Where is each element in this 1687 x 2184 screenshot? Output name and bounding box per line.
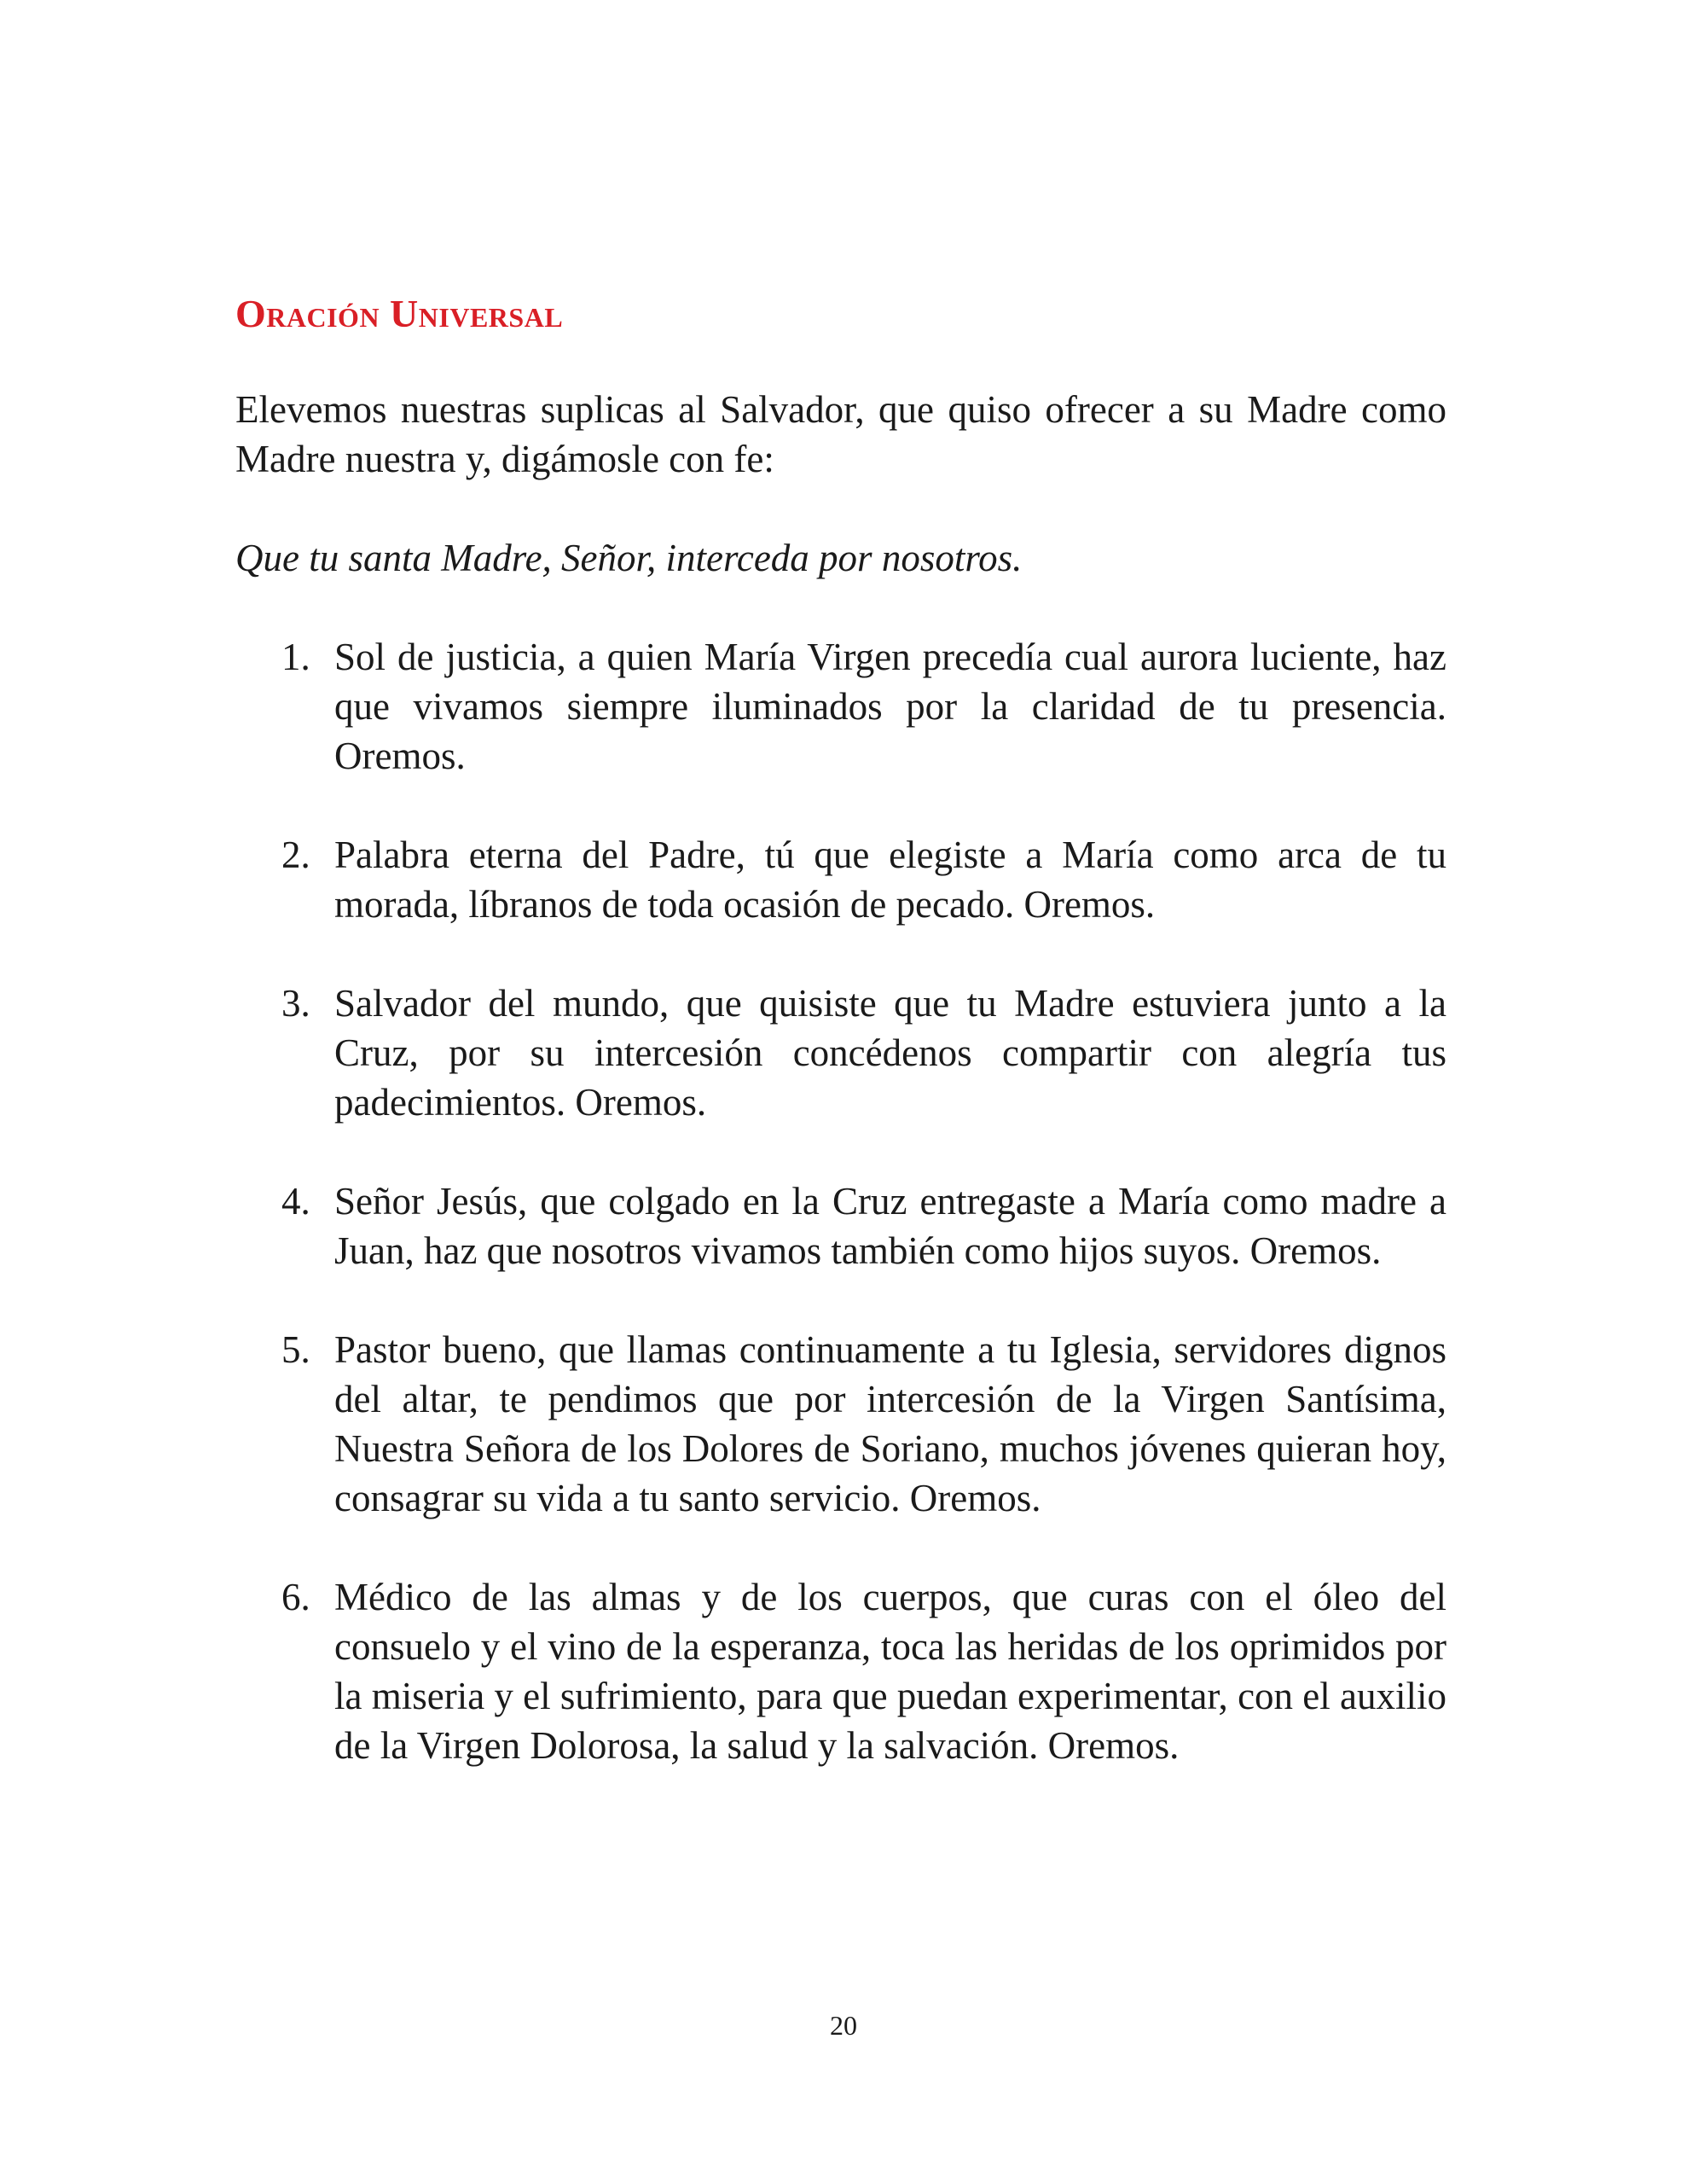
petition-item (235, 979, 1446, 1127)
petition-text: Sol de justicia, a quien María Virgen precedía cual aurora luciente, haz que vivamos siempre iluminados por la claridad de tu presencia. Oremos. (334, 636, 1446, 778)
page-number: 20 (830, 2010, 857, 2041)
intro-paragraph: Elevemos nuestras suplicas al Salvador, que quiso ofrecer a su Madre como Madre nuestra y, digámosle con fe: (235, 388, 1446, 481)
petition-text: Palabra eterna del Padre, tú que elegiste a María como arca de tu morada, líbranos de toda ocasión de pecado. Oremos. (334, 834, 1446, 926)
petition-text: Salvador del mundo, que quisiste que tu Madre estuviera junto a la Cruz, por su intercesión concédenos compartir con alegría tus padecimientos. Oremos. (334, 982, 1446, 1124)
section-heading: Oración Universal (235, 292, 564, 335)
petition-number: 1. (281, 636, 310, 679)
petition-item (235, 1325, 1446, 1523)
page-content (235, 290, 1446, 1820)
petition-number: 6. (281, 1576, 310, 1619)
petition-item (235, 1176, 1446, 1275)
petition-number: 2. (281, 834, 310, 877)
petition-item (235, 632, 1446, 781)
petition-text: Pastor bueno, que llamas continuamente a tu Iglesia, servidores dignos del altar, te pendimos que por intercesión de la Virgen Santísima, Nuestra Señora de los Dolores de Soriano, muchos jóvenes quieran hoy, consagrar su vida a tu santo servicio. Oremos. (334, 1328, 1446, 1520)
response-line: Que tu santa Madre, Señor, interceda por nosotros. (235, 537, 1023, 580)
petition-text: Médico de las almas y de los cuerpos, que curas con el óleo del consuelo y el vino de la esperanza, toca las heridas de los oprimidos por la miseria y el sufrimiento, para que puedan experimentar, con el auxilio de la Virgen Dolorosa, la salud y la salvación. Oremos. (334, 1576, 1446, 1768)
petition-text: Señor Jesús, que colgado en la Cruz entregaste a María como madre a Juan, haz que nosotros vivamos también como hijos suyos. Oremos. (334, 1180, 1446, 1273)
petition-item (235, 1572, 1446, 1770)
petition-number: 4. (281, 1180, 310, 1223)
petition-list (235, 632, 1446, 1770)
petition-number: 5. (281, 1328, 310, 1372)
petition-item (235, 830, 1446, 929)
petition-number: 3. (281, 982, 310, 1025)
